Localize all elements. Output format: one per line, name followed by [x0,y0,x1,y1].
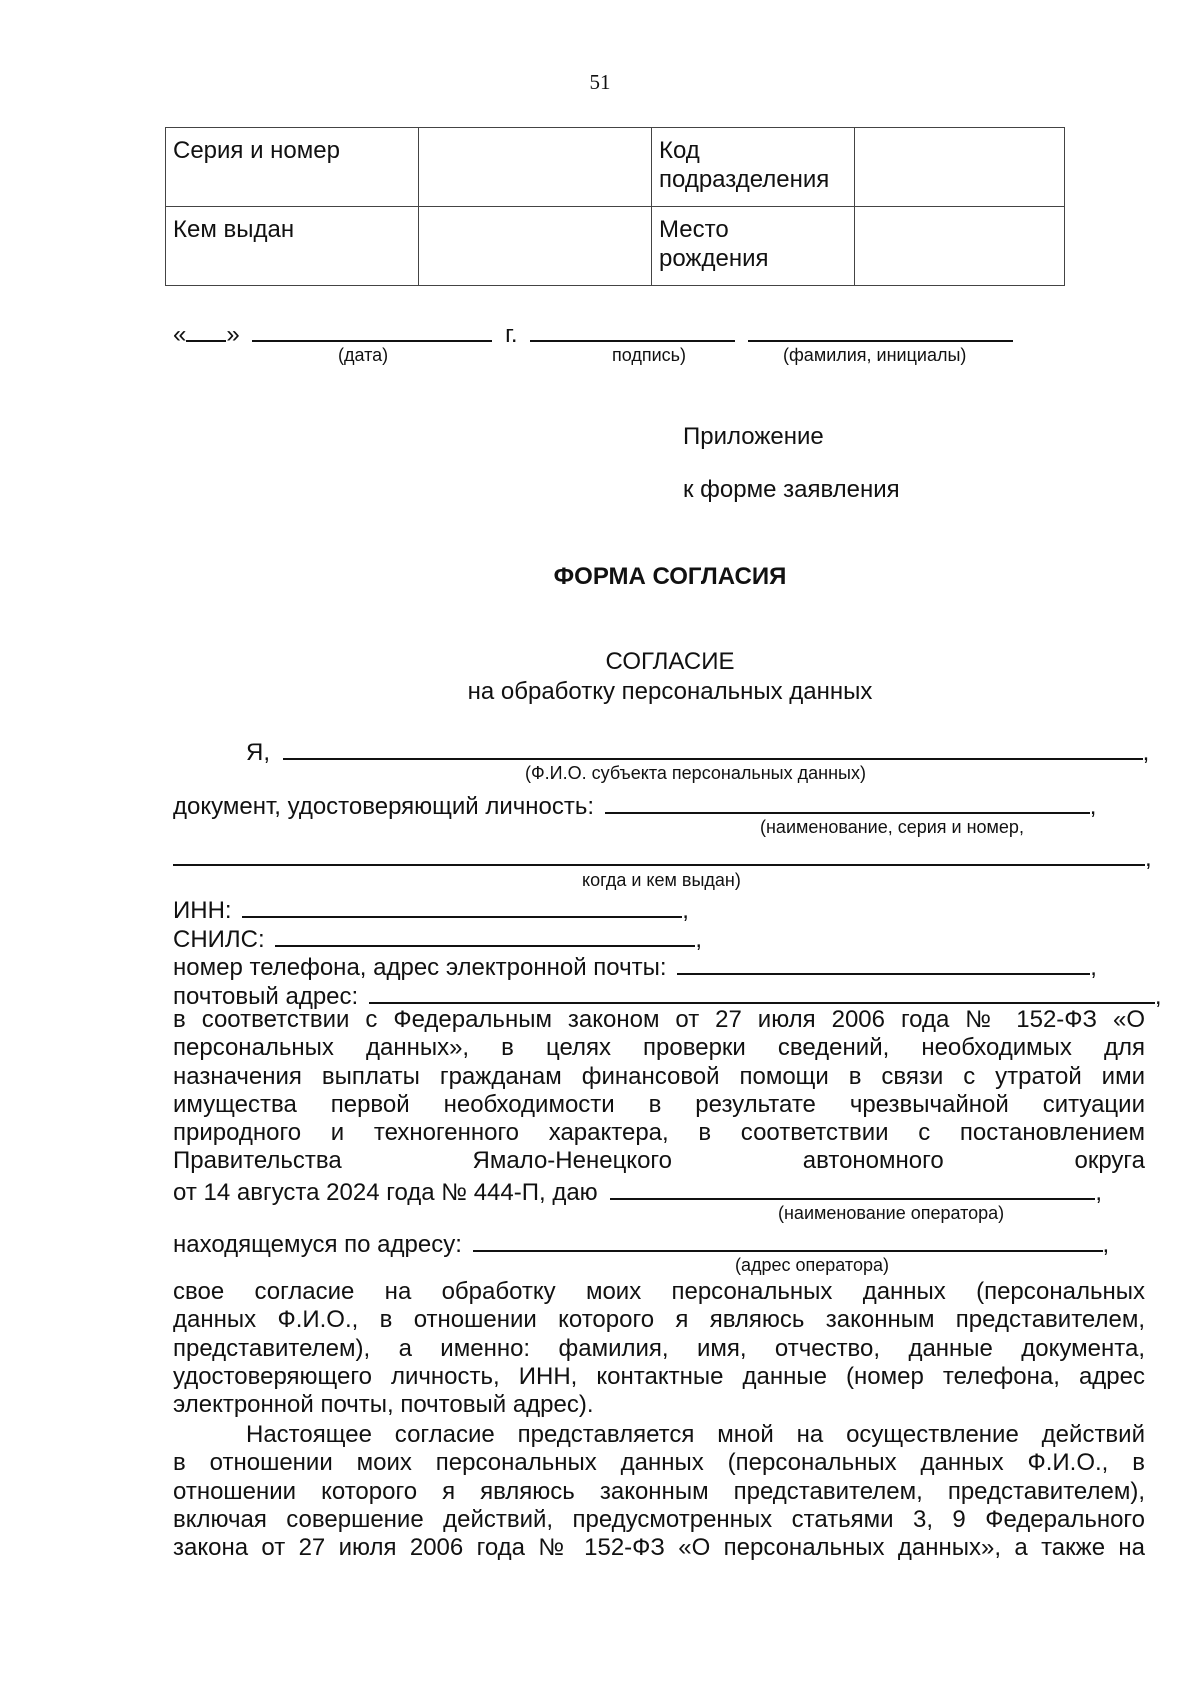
text-line: свое согласие на обработку моих персональных данных (персональных [173,1278,1145,1305]
text-line: персональных данных», в целях проверки сведений, необходимых для [173,1034,1145,1062]
phone-line [173,951,1097,982]
cell-line: Место [659,216,729,243]
consent-title: СОГЛАСИЕ [605,648,735,675]
table-row [166,128,1065,207]
cell-line: подразделения [659,166,830,193]
fio-caption: (Ф.И.О. субъекта персональных данных) [525,763,866,783]
text-line: данных Ф.И.О., в отношении которого я являюсь законным представителем, [173,1306,1145,1334]
text-line: закона от 27 июля 2006 года № 152-ФЗ «О персональных данных», а также на [173,1534,1145,1562]
operator-address-blank[interactable] [473,1228,1103,1252]
comma: , [1090,954,1097,981]
name-caption: (фамилия, инициалы) [783,345,967,365]
appendix-line2: к форме заявления [683,476,900,503]
snils-label: СНИЛС: [173,926,265,953]
signature-blank[interactable] [530,318,735,342]
page-number: 51 [589,70,611,94]
operator-address-label: находящемуся по адресу: [173,1231,462,1258]
snils-line [173,923,702,954]
consent-paragraph-3 [173,1421,1145,1562]
comma: , [1142,739,1150,766]
close-quote: » [226,321,240,348]
operator-address-caption: (адрес оператора) [735,1255,889,1275]
postal-label: почтовый адрес: [173,983,359,1010]
text-line: в отношении моих персональных данных (персональных данных Ф.И.О., в [173,1449,1145,1477]
postal-blank[interactable] [369,980,1155,1004]
document-blank[interactable] [605,790,1090,814]
comma: , [695,926,703,953]
signature-caption: подпись) [612,345,687,365]
date-blank[interactable] [252,318,492,342]
table-cell-label [652,207,855,286]
snils-blank[interactable] [275,923,695,947]
operator-text: от 14 августа 2024 года № 444-П, даю [173,1179,598,1206]
name-blank[interactable] [748,318,1013,342]
cell-line: рождения [659,245,769,272]
table-cell-empty[interactable] [419,207,652,286]
document-caption: (наименование, серия и номер, [760,817,1024,837]
consent-subtitle: на обработку персональных данных [467,678,873,705]
comma: , [1095,1179,1103,1206]
open-quote: « [173,321,187,348]
operator-address-line [173,1228,1109,1259]
comma: , [1102,1231,1110,1258]
inn-blank[interactable] [242,894,682,918]
table-row [166,207,1065,286]
text-line: представителем), а именно: фамилия, имя, отчество, данные документа, [173,1334,1145,1362]
consent-paragraph-1 [173,1006,1145,1176]
issued-caption: когда и кем выдан) [582,870,741,890]
operator-caption: (наименование оператора) [778,1203,1005,1223]
text-line: удостоверяющего личность, ИНН, контактные данные (номер телефона, адрес [173,1362,1145,1390]
cell-line: Код [659,137,700,164]
phone-blank[interactable] [677,951,1090,975]
text-line: природного и техногенного характера, в соответствии с постановлением [173,1119,1145,1147]
comma: , [1154,983,1162,1010]
comma: , [682,897,689,924]
text-line: имущества первой необходимости в результате чрезвычайной ситуации [173,1090,1145,1118]
identity-table [165,127,1065,286]
date-caption: (дата) [338,345,389,365]
text-line: назначения выплаты гражданам финансовой помощи в связи с утратой ими [173,1062,1145,1090]
fio-blank[interactable] [283,736,1143,760]
text-line: включая совершение действий, предусмотренных статьями 3, 9 Федерального [173,1505,1145,1533]
ya-label: Я, [246,739,270,766]
appendix-line1: Приложение [683,423,824,450]
text-line: Правительства Ямало-Ненецкого автономного округа [173,1147,1145,1175]
table-cell-label: Серия и номер [166,128,419,207]
comma: , [1089,793,1097,820]
inn-label: ИНН: [173,897,232,924]
comma: , [1145,845,1152,872]
table-cell-label [652,128,855,207]
day-blank[interactable] [186,318,226,342]
table-cell-empty[interactable] [855,128,1065,207]
table-cell-empty[interactable] [419,128,652,207]
text-line: в соответствии с Федеральным законом от 27 июля 2006 года № 152-ФЗ «О [173,1006,1145,1033]
consent-paragraph-2 [173,1278,1145,1419]
text-line: Настоящее согласие представляется мной на осуществление действий [246,1421,1145,1448]
form-title: ФОРМА СОГЛАСИЯ [553,563,787,590]
document-label: документ, удостоверяющий личность: [173,793,595,820]
text-line: электронной почты, почтовый адрес). [173,1391,594,1419]
operator-blank[interactable] [610,1176,1095,1200]
year-suffix: г. [505,321,518,348]
table-cell-label: Кем выдан [166,207,419,286]
inn-line [173,894,689,925]
document-issued-blank[interactable] [173,842,1145,866]
phone-label: номер телефона, адрес электронной почты: [173,954,667,981]
document-line-2 [173,842,1152,873]
text-line: отношении которого я являюсь законным представителем, представителем), [173,1477,1145,1505]
table-cell-empty[interactable] [855,207,1065,286]
